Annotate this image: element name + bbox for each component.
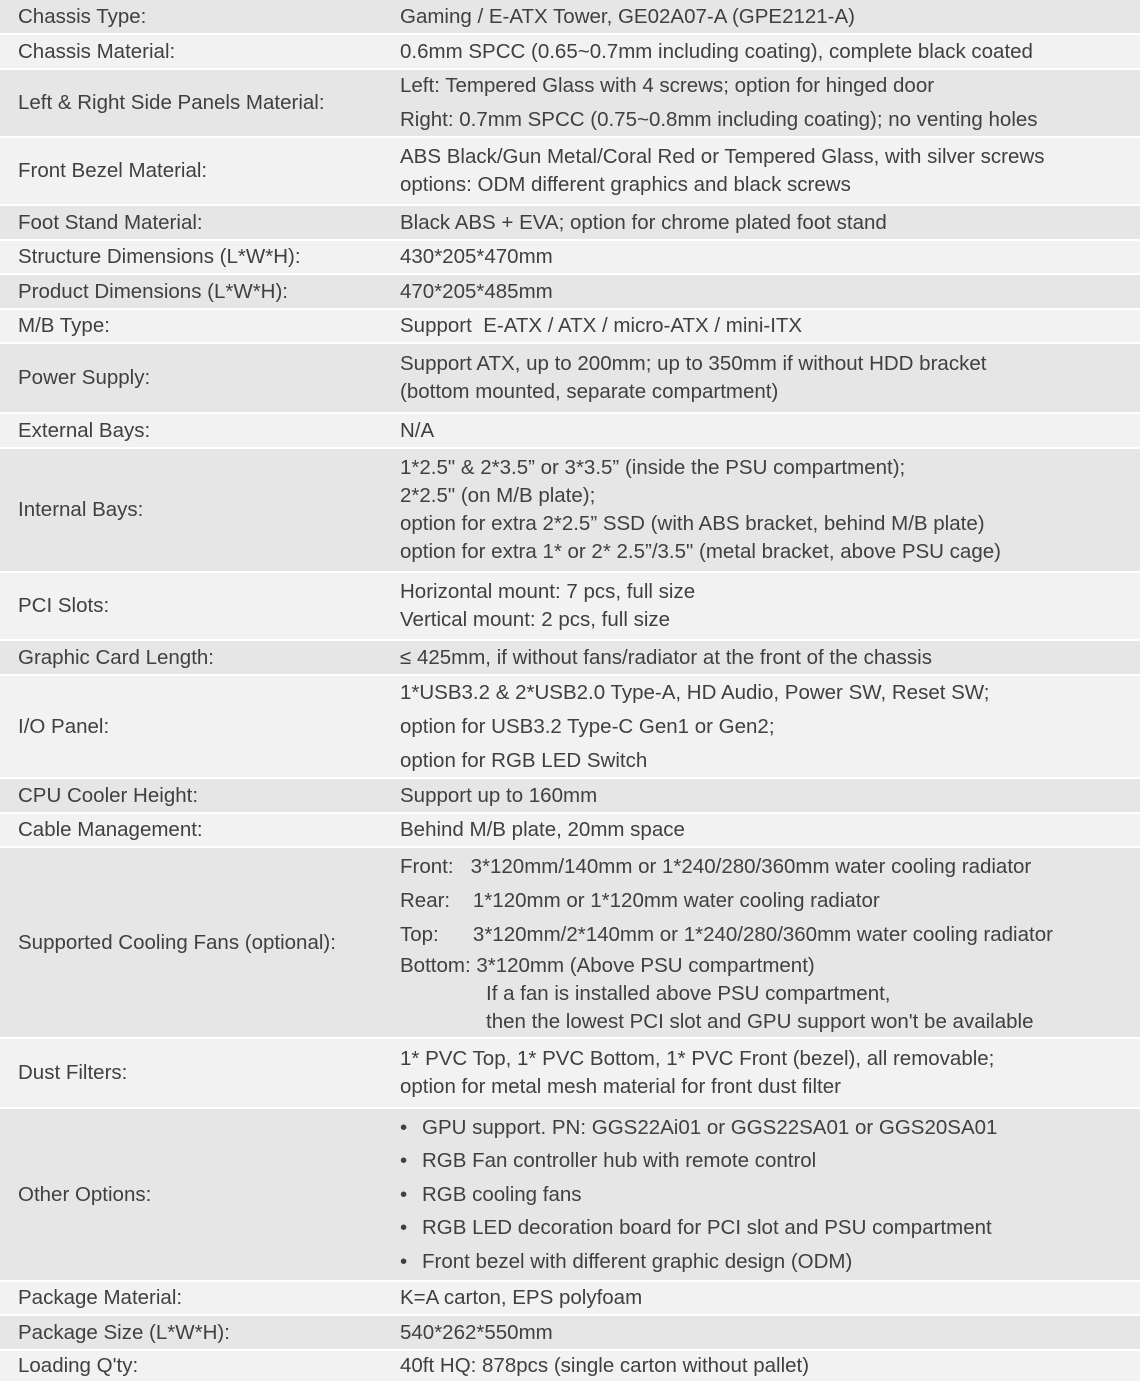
- spec-value: [400, 578, 1140, 634]
- spec-row-external-bays: [0, 414, 1140, 449]
- spec-label: Chassis Type:: [18, 4, 147, 28]
- spec-label: Left & Right Side Panels Material:: [18, 91, 325, 114]
- spec-value: [400, 1284, 1140, 1312]
- spec-row-internal-bays: [0, 449, 1140, 573]
- bullet-item: [400, 1211, 1140, 1245]
- spec-label: Package Size (L*W*H):: [18, 1320, 230, 1344]
- spec-row-chassis-type: [0, 0, 1140, 35]
- bullet-icon: •: [400, 1216, 408, 1240]
- spec-label: Graphic Card Length:: [18, 645, 215, 669]
- spec-row-front-bezel: [0, 138, 1140, 206]
- spec-label: Foot Stand Material:: [18, 210, 203, 234]
- spec-label: PCI Slots:: [18, 594, 110, 617]
- spec-value-line: Front: 3*120mm/140mm or 1*240/280/360mm water cooling radiator: [400, 854, 1032, 878]
- spec-row-foot-stand: [0, 206, 1140, 241]
- spec-value: [400, 1352, 1140, 1380]
- spec-label: Loading Q'ty:: [18, 1354, 139, 1377]
- spec-value-line: Top: 3*120mm/2*140mm or 1*240/280/360mm water cooling radiator: [400, 922, 1053, 946]
- spec-row-graphic-card-length: [0, 641, 1140, 676]
- bullet-text: RGB cooling fans: [422, 1182, 582, 1206]
- spec-row-structure-dimensions: [0, 241, 1140, 275]
- spec-value: [400, 1045, 1140, 1101]
- bullet-icon: •: [400, 1115, 408, 1139]
- spec-label: Internal Bays:: [18, 498, 144, 521]
- spec-value: [400, 417, 1140, 445]
- spec-row-dust-filters: [0, 1039, 1140, 1109]
- spec-value: [400, 816, 1140, 844]
- bullet-icon: •: [400, 1182, 408, 1206]
- spec-value-line: 540*262*550mm: [400, 1320, 553, 1344]
- spec-row-other-options: [0, 1109, 1140, 1282]
- bullet-item: [400, 1144, 1140, 1178]
- spec-label: Product Dimensions (L*W*H):: [18, 279, 288, 303]
- spec-value: [400, 454, 1140, 566]
- spec-value: [400, 1319, 1140, 1347]
- spec-value: [400, 69, 1140, 137]
- spec-label: Package Material:: [18, 1286, 183, 1309]
- spec-value-line: option for metal mesh material for front dust filter: [400, 1075, 841, 1098]
- bullet-icon: •: [400, 1249, 408, 1273]
- spec-value-line: ≤ 425mm, if without fans/radiator at the front of the chassis: [400, 645, 932, 669]
- spec-value-line: ABS Black/Gun Metal/Coral Red or Tempered Glass, with silver screws: [400, 145, 1045, 168]
- spec-row-product-dimensions: [0, 275, 1140, 310]
- spec-value-line: Rear: 1*120mm or 1*120mm water cooling radiator: [400, 888, 880, 912]
- spec-value-line: 470*205*485mm: [400, 279, 553, 303]
- spec-value-line: If a fan is installed above PSU compartment,: [486, 981, 891, 1005]
- spec-value-line: K=A carton, EPS polyfoam: [400, 1286, 643, 1309]
- spec-value-line: Gaming / E-ATX Tower, GE02A07-A (GPE2121-A): [400, 4, 855, 28]
- spec-value-line: (bottom mounted, separate compartment): [400, 380, 779, 403]
- spec-value-line: Left: Tempered Glass with 4 screws; option for hinged door: [400, 74, 935, 97]
- spec-value-line: Behind M/B plate, 20mm space: [400, 818, 685, 841]
- spec-row-pci-slots: [0, 573, 1140, 641]
- spec-value-line: Horizontal mount: 7 pcs, full size: [400, 580, 696, 603]
- spec-value: [400, 782, 1140, 810]
- spec-value-line: option for RGB LED Switch: [400, 748, 648, 772]
- spec-value: [400, 850, 1140, 1036]
- bullet-text: RGB Fan controller hub with remote control: [422, 1149, 817, 1173]
- spec-value-line: option for extra 1* or 2* 2.5”/3.5" (metal bracket, above PSU cage): [400, 540, 1001, 563]
- spec-value-line: Right: 0.7mm SPCC (0.75~0.8mm including coating); no venting holes: [400, 108, 1038, 131]
- spec-value-line: 430*205*470mm: [400, 245, 553, 268]
- spec-row-cooling-fans: [0, 848, 1140, 1039]
- spec-value: [400, 243, 1140, 271]
- spec-value-line: 1*USB3.2 & 2*USB2.0 Type-A, HD Audio, Power SW, Reset SW;: [400, 680, 990, 704]
- spec-row-power-supply: [0, 344, 1140, 414]
- spec-row-chassis-material: [0, 35, 1140, 70]
- bullet-text: RGB LED decoration board for PCI slot and PSU compartment: [422, 1216, 992, 1240]
- bullet-item: [400, 1245, 1140, 1279]
- spec-label: M/B Type:: [18, 314, 110, 337]
- bullet-text: Front bezel with different graphic design (ODM): [422, 1249, 853, 1273]
- bullet-item: [400, 1111, 1140, 1145]
- spec-value-line: option for USB3.2 Type-C Gen1 or Gen2;: [400, 714, 775, 738]
- spec-label: Structure Dimensions (L*W*H):: [18, 245, 301, 268]
- spec-label: Supported Cooling Fans (optional):: [18, 930, 336, 954]
- spec-label: Cable Management:: [18, 818, 203, 841]
- spec-value-line: option for extra 2*2.5” SSD (with ABS bracket, behind M/B plate): [400, 512, 985, 535]
- spec-label: Chassis Material:: [18, 39, 176, 63]
- spec-value-line: 40ft HQ: 878pcs (single carton without pallet): [400, 1354, 810, 1377]
- spec-value-line: Black ABS + EVA; option for chrome plated foot stand: [400, 210, 887, 234]
- spec-label: Dust Filters:: [18, 1061, 128, 1084]
- spec-label: CPU Cooler Height:: [18, 783, 199, 807]
- spec-row-io-panel: [0, 676, 1140, 779]
- spec-row-cable-management: [0, 814, 1140, 848]
- spec-value: [400, 312, 1140, 340]
- spec-value-line: 0.6mm SPCC (0.65~0.7mm including coating), complete black coated: [400, 39, 1033, 63]
- spec-value-line: 2*2.5" (on M/B plate);: [400, 484, 596, 507]
- spec-value: [400, 3, 1140, 31]
- spec-value-line: Support ATX, up to 200mm; up to 350mm if without HDD bracket: [400, 352, 987, 375]
- spec-row-cpu-cooler-height: [0, 779, 1140, 814]
- spec-label: Front Bezel Material:: [18, 159, 208, 182]
- spec-value-line: 1* PVC Top, 1* PVC Bottom, 1* PVC Front (bezel), all removable;: [400, 1047, 995, 1070]
- spec-value-line: Bottom: 3*120mm (Above PSU compartment): [400, 953, 815, 977]
- spec-label: Power Supply:: [18, 366, 151, 389]
- spec-value: [400, 38, 1140, 66]
- spec-value-line: 1*2.5" & 2*3.5” or 3*3.5” (inside the PSU compartment);: [400, 456, 906, 479]
- spec-value: [400, 644, 1140, 672]
- spec-value: [400, 676, 1140, 778]
- spec-value: [400, 1111, 1140, 1279]
- spec-value-line: Support up to 160mm: [400, 783, 598, 807]
- spec-value-line: N/A: [400, 418, 435, 442]
- spec-label: I/O Panel:: [18, 714, 110, 738]
- spec-value: [400, 278, 1140, 306]
- spec-label: External Bays:: [18, 418, 151, 442]
- spec-label: Other Options:: [18, 1182, 152, 1206]
- bullet-item: [400, 1178, 1140, 1212]
- spec-value-line: options: ODM different graphics and black screws: [400, 173, 851, 196]
- spec-value: [400, 143, 1140, 199]
- spec-row-loading-qty: [0, 1351, 1140, 1383]
- bullet-icon: •: [400, 1149, 408, 1173]
- spec-value-line: then the lowest PCI slot and GPU support won't be available: [486, 1009, 1034, 1033]
- spec-row-package-size: [0, 1316, 1140, 1351]
- bullet-text: GPU support. PN: GGS22Ai01 or GGS22SA01 or GGS20SA01: [422, 1115, 998, 1139]
- spec-value: [400, 350, 1140, 406]
- spec-value: [400, 209, 1140, 237]
- spec-row-mb-type: [0, 310, 1140, 344]
- spec-row-side-panels: [0, 70, 1140, 138]
- spec-value-line: Vertical mount: 2 pcs, full size: [400, 608, 671, 631]
- spec-row-package-material: [0, 1282, 1140, 1316]
- spec-value-line: Support E-ATX / ATX / micro-ATX / mini-ITX: [400, 314, 803, 337]
